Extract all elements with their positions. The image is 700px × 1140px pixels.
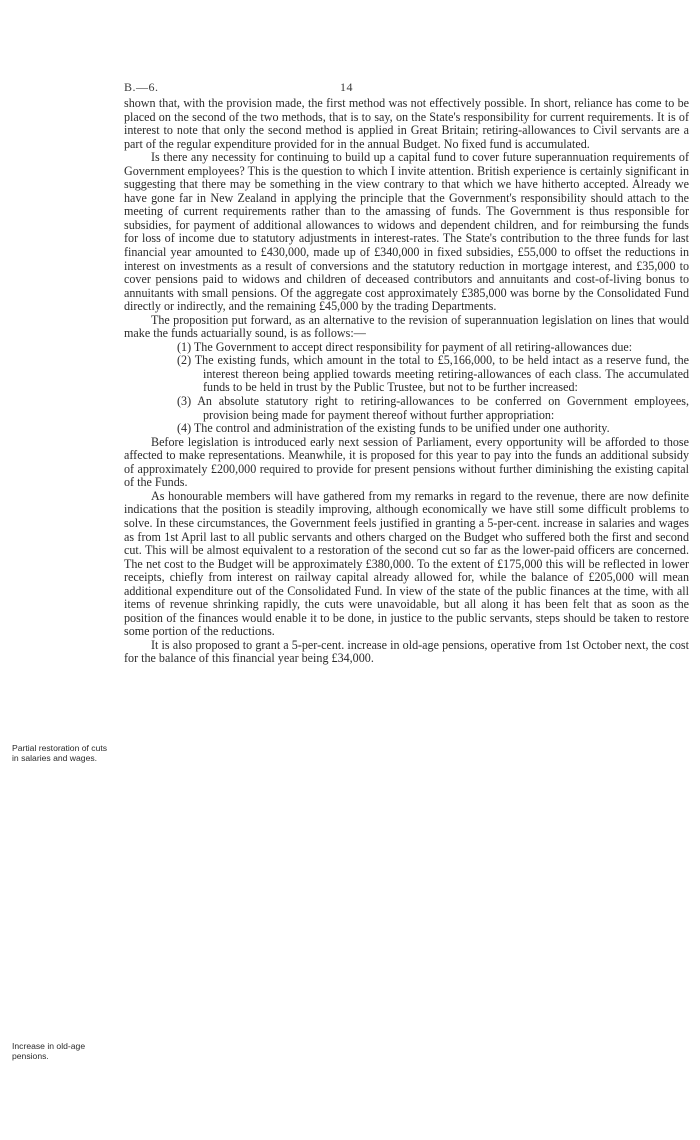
body-text (124, 97, 689, 666)
list-item-2: (2) The existing funds, which amount in the total to £5,166,000, to be held intact as a reserve fund, the interest thereon being applied towards meeting retiring-allowances of each class. The accumulated funds to be held in trust by the Public Trustee, but not to be further increased: (177, 353, 689, 395)
margin-note-old-age-pensions: Increase in old-age pensions. (12, 1041, 86, 1061)
paragraph-5: As honourable members will have gathered from my remarks in regard to the revenue, there are now definite indications that the position is steadily improving, although economically we have still some difficult problems to solve. In these circumstances, the Government feels justified in granting a 5-per-cent. increase in salaries and wages as from 1st April last to all public servants and others charged on the Budget who suffered both the first and second cut. This will be almost equivalent to a restoration of the second cut so far as the lower-paid officers are concerned. The net cost to the Budget will be approximately £380,000. To the extent of £175,000 this will be reflected in lower receipts, chiefly from interest on railway capital already allowed for, while the balance of £205,000 will mean additional expenditure out of the Consolidated Fund. In view of the state of the public finances at the time, with all items of revenue shrinking rapidly, the cuts were unavoidable, but all along it has been felt that as soon as the position of the finances would enable it to be done, in justice to the public servants, steps should be taken to restore some portion of the reductions. (124, 488, 689, 639)
list-item-4: (4) The control and administration of the existing funds to be unified under one authority. (177, 421, 610, 436)
page-number: 14 (340, 80, 353, 94)
document-reference: B.—6. (124, 80, 159, 94)
paragraph-3: The proposition put forward, as an alternative to the revision of superannuation legislation on lines that would make the funds actuarially sound, is as follows:— (124, 312, 689, 341)
paragraph-6: It is also proposed to grant a 5-per-cent. increase in old-age pensions, operative from 1st October next, the cost for the balance of this financial year being £34,000. (124, 637, 689, 666)
paragraph-1: shown that, with the provision made, the first method was not effectively possible. In short, reliance has come to be placed on the second of the two methods, that is to say, on the State's responsibility for current requirements. It is of interest to note that only the second method is applied in Great Britain; retiring-allowances to Civil servants are a part of the regular expenditure provided for in the annual Budget. No fixed fund is accumulated. (124, 96, 689, 151)
list-item-1: (1) The Government to accept direct responsibility for payment of all retiring-allowances due: (177, 339, 633, 354)
list-item-3: (3) An absolute statutory right to retiring-allowances to be conferred on Government employees, provision being made for payment thereof without further appropriation: (177, 394, 689, 422)
paragraph-2: Is there any necessity for continuing to build up a capital fund to cover future superannuation requirements of Government employees? This is the question to which I invite attention. British experience is certainly significant in suggesting that there may be something in the view contrary to that which we have hitherto accepted. Already we have gone far in New Zealand in applying the principle that the Government's responsibility should attach to the meeting of current requirements rather than to the amassing of funds. The Government is thus responsible for subsidies, for payment of additional allowances to widows and dependent children, and for reimbursing the funds for loss of income due to statutory adjustments in interest-rates. The State's contribution to the three funds for last financial year amounted to £430,000, made up of £340,000 in fixed subsidies, £55,000 to offset the reductions in interest on investments as a result of conversions and the statutory reduction in mortgage interest, and £35,000 to cover pensions paid to widows and children of deceased contributors and annuitants and cost-of-living bonus to annuitants with small pensions. Of the aggregate cost approximately £385,000 was borne by the Consolidated Fund directly or indirectly, and the remaining £45,000 by the trading Departments. (124, 150, 689, 314)
paragraph-4: Before legislation is introduced early next session of Parliament, every opportunity will be afforded to those affected to make representations. Meanwhile, it is proposed for this year to pay into the funds an additional subsidy of approximately £200,000 required to provide for present pensions without further diminishing the existing capital of the Funds. (124, 434, 689, 490)
margin-note-salary-restoration: Partial restoration of cuts in salaries and wages. (12, 743, 108, 763)
